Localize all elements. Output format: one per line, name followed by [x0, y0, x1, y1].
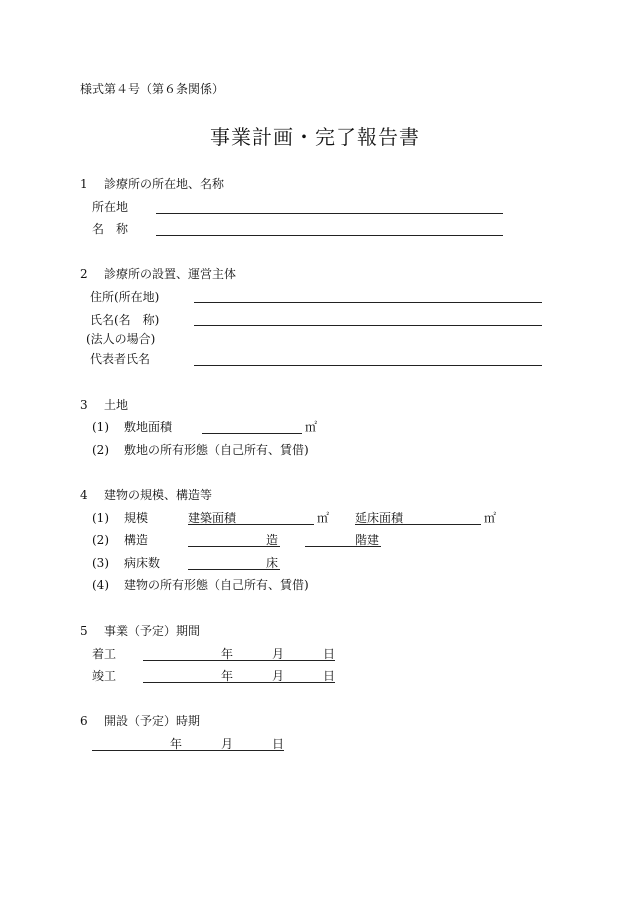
section-title: 診療所の設置、運営主体: [104, 267, 237, 281]
s5-start-date-field-line[interactable]: [143, 660, 335, 661]
section-3-heading: [80, 398, 128, 412]
s3-site-area-unit: ㎡: [305, 420, 318, 434]
s1-name-field-line[interactable]: [156, 235, 503, 236]
s5-end-date-field-line[interactable]: [143, 682, 335, 683]
s5-start-month: 月: [272, 647, 285, 661]
s5-end-day: 日: [323, 669, 336, 683]
section-title: 建物の規模、構造等: [104, 488, 213, 502]
s5-start-year: 年: [221, 647, 234, 661]
section-6-heading: [80, 714, 200, 728]
s2-rep-field-line[interactable]: [194, 365, 542, 366]
section-number: 6: [80, 714, 88, 728]
s3-site-area-label: 敷地面積: [124, 420, 173, 434]
s4-floor-area-field-line[interactable]: [355, 524, 481, 525]
s6-open-date-field-line[interactable]: [92, 750, 284, 751]
s2-address-field-line[interactable]: [194, 302, 542, 303]
s4-item4-number: (4): [92, 578, 109, 592]
s1-address-label: 所在地: [92, 200, 129, 214]
s4-structure-suffix: 造: [266, 533, 279, 547]
s4-floor-area-label: 延床面積: [355, 511, 404, 525]
section-title: 開設（予定）時期: [104, 714, 201, 728]
s6-year: 年: [170, 737, 183, 751]
s4-item3-number: (3): [92, 556, 109, 570]
s4-scale-label: 規模: [124, 511, 149, 525]
s4-building-area-field-line[interactable]: [188, 524, 314, 525]
section-number: 5: [80, 624, 88, 638]
s4-item2-number: (2): [92, 533, 109, 547]
section-title: 事業（予定）期間: [104, 624, 201, 638]
s4-item1-number: (1): [92, 511, 109, 525]
s4-beds-suffix: 床: [266, 556, 279, 570]
section-number: 2: [80, 267, 88, 281]
section-number: 3: [80, 398, 88, 412]
section-2-heading: [80, 267, 236, 281]
s5-end-year: 年: [221, 669, 234, 683]
s1-address-field-line[interactable]: [156, 213, 503, 214]
s4-floor-area-unit: ㎡: [484, 511, 497, 525]
s2-rep-label: 代表者氏名: [90, 352, 151, 366]
s4-building-area-label: 建築面積: [188, 511, 237, 525]
s1-name-label: 名 称: [92, 222, 129, 236]
s2-name-field-line[interactable]: [194, 325, 542, 326]
s3-item1-number: (1): [92, 420, 109, 434]
s6-month: 月: [221, 737, 234, 751]
s4-building-ownership-label: 建物の所有形態（自己所有、賃借): [124, 578, 309, 592]
section-1-heading: [80, 177, 224, 191]
s2-name-label: 氏名(名 称): [90, 313, 160, 327]
s4-building-area-unit: ㎡: [317, 511, 330, 525]
s3-item2-number: (2): [92, 443, 109, 457]
s3-site-ownership-label: 敷地の所有形態（自己所有、賃借): [124, 443, 309, 457]
section-number: 1: [80, 177, 88, 191]
s4-floors-suffix: 階建: [355, 533, 380, 547]
s5-start-day: 日: [323, 647, 336, 661]
s2-address-label: 住所(所在地): [90, 290, 160, 304]
s5-end-label: 竣工: [92, 669, 117, 683]
s4-beds-label: 病床数: [124, 556, 161, 570]
page-title: 事業計画・完了報告書: [210, 125, 420, 149]
section-5-heading: [80, 624, 200, 638]
s5-start-label: 着工: [92, 647, 117, 661]
section-title: 土地: [104, 398, 129, 412]
s2-corp-note: (法人の場合): [86, 332, 156, 346]
s5-end-month: 月: [272, 669, 285, 683]
section-title: 診療所の所在地、名称: [104, 177, 225, 191]
s4-structure-label: 構造: [124, 533, 149, 547]
s3-site-area-field-line[interactable]: [202, 433, 302, 434]
s6-day: 日: [272, 737, 285, 751]
section-4-heading: [80, 488, 212, 502]
form-number: 様式第４号（第６条関係）: [80, 82, 225, 96]
section-number: 4: [80, 488, 88, 502]
